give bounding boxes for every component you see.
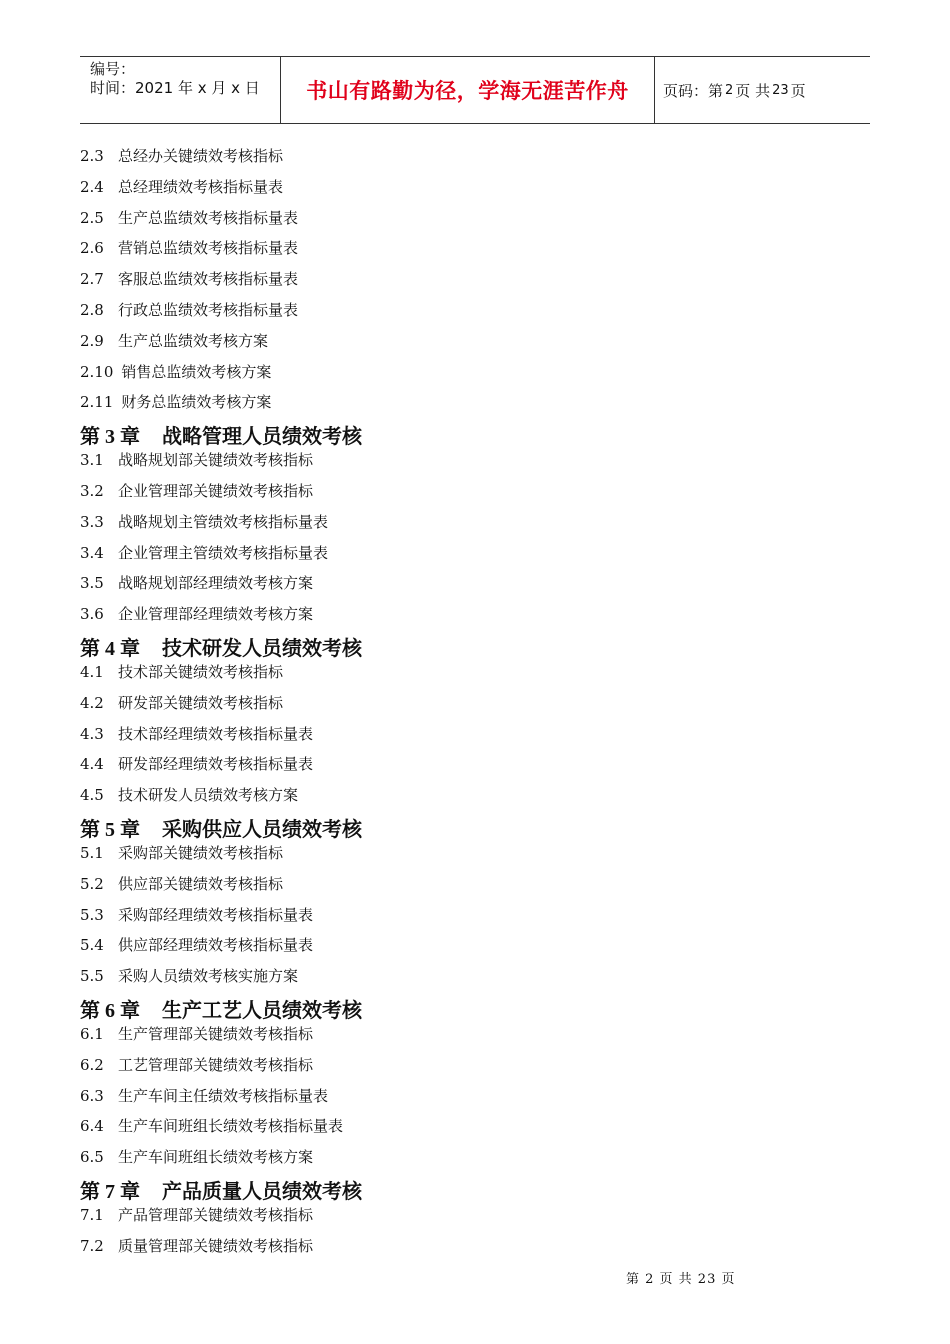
toc-entry-title: 企业管理主管绩效考核指标量表 [118,543,329,562]
toc-entry [80,445,780,476]
toc-entry-title: 生产管理部关键绩效考核指标 [118,1024,314,1043]
toc-entry [80,295,780,326]
toc-entry-number: 4.1 [80,662,104,681]
toc-entry-number: 3.1 [80,451,104,470]
toc-entry [80,869,780,900]
chapter-title: 战略管理人员绩效考核 [162,424,362,449]
toc-entry-number: 3.2 [80,481,104,500]
toc-entry-title: 企业管理部关键绩效考核指标 [118,481,314,500]
toc-entry-title: 生产总监绩效考核指标量表 [118,208,299,227]
toc-entry [80,172,780,203]
toc-entry-title: 质量管理部关键绩效考核指标 [118,1236,314,1255]
header-page-number [655,57,870,123]
toc-entry [80,1200,780,1231]
chapter-number: 第 4 章 [80,637,140,660]
document-date: 时间：2021 年 x 月 x 日 [90,79,260,97]
toc-entry-title: 采购部经理绩效考核指标量表 [118,905,314,924]
toc-entry-title: 研发部经理绩效考核指标量表 [118,755,314,774]
toc-entry-title: 供应部关键绩效考核指标 [118,874,284,893]
toc-entry-title: 技术部经理绩效考核指标量表 [118,724,314,743]
toc-entry-title: 总经理绩效考核指标量表 [118,177,284,196]
page-prefix: 页码：第 [663,81,724,100]
toc-entry-number: 2.9 [80,331,104,350]
chapter-title: 产品质量人员绩效考核 [162,1178,362,1203]
toc-entry-title: 生产车间主任绩效考核指标量表 [118,1086,329,1105]
page-suffix: 页 [790,81,806,100]
toc-entry-title: 产品管理部关键绩效考核指标 [118,1205,314,1224]
toc-entry-number: 3.6 [80,605,104,624]
toc-entry [80,203,780,234]
toc-entry-number: 3.4 [80,543,104,562]
toc-entry-number: 6.1 [80,1024,104,1043]
toc-entry-number: 2.3 [80,147,104,165]
toc-entry [80,838,780,869]
toc-entry-number: 2.4 [80,177,104,196]
toc-entry-number: 2.7 [80,270,104,289]
toc-entry [80,1142,780,1173]
toc-entry-number: 2.10 [80,362,114,381]
document-code-label: 编号： [90,60,136,78]
toc-entry [80,1111,780,1142]
toc-entry [80,749,780,780]
toc-entry [80,326,780,357]
chapter-number: 第 5 章 [80,818,140,841]
toc-entry [80,141,780,172]
toc-entry [80,264,780,295]
toc-entry [80,387,780,418]
toc-entry-number: 5.2 [80,874,104,893]
toc-entry-title: 生产总监绩效考核方案 [118,331,269,350]
page-header [80,56,870,124]
page-footer: 第 2 页 共 23 页 [626,1272,736,1287]
toc-entry-title: 销售总监绩效考核方案 [121,362,272,381]
chapter-title: 采购供应人员绩效考核 [162,816,362,841]
toc-entry-number: 6.5 [80,1148,104,1167]
toc-entry-title: 工艺管理部关键绩效考核指标 [118,1055,314,1074]
toc-entry-number: 6.3 [80,1086,104,1105]
toc-entry-number: 4.4 [80,755,104,774]
toc-entry [80,780,780,811]
toc-entry [80,688,780,719]
toc-entry [80,599,780,630]
toc-entry [80,1019,780,1050]
toc-entry-number: 6.2 [80,1055,104,1074]
toc-entry-number: 2.5 [80,208,104,227]
toc-entry [80,900,780,931]
toc-entry-title: 财务总监绩效考核方案 [121,393,272,412]
toc-entry-title: 战略规划部经理绩效考核方案 [118,574,314,593]
toc-entry-title: 供应部经理绩效考核指标量表 [118,936,314,955]
page-current: 2 [725,82,734,98]
toc-entry-title: 采购人员绩效考核实施方案 [118,967,299,986]
toc-entry-number: 3.3 [80,512,104,531]
toc-entry [80,930,780,961]
toc-entry-title: 生产车间班组长绩效考核方案 [118,1148,314,1167]
toc-entry-number: 7.2 [80,1236,104,1255]
chapter-title: 技术研发人员绩效考核 [162,635,362,660]
header-meta [80,57,281,123]
chapter-number: 第 3 章 [80,426,140,449]
toc-entry-title: 行政总监绩效考核指标量表 [118,300,299,319]
toc-entry [80,1050,780,1081]
toc-entry [80,357,780,388]
toc-entry [80,476,780,507]
toc-entry-title: 生产车间班组长绩效考核指标量表 [118,1117,344,1136]
toc-entry-title: 总经办关键绩效考核指标 [118,147,284,165]
toc-entry-number: 3.5 [80,574,104,593]
toc-entry-number: 6.4 [80,1117,104,1136]
toc-entry-title: 战略规划部关键绩效考核指标 [118,451,314,470]
toc-entry-title: 研发部关键绩效考核指标 [118,693,284,712]
toc-entry [80,961,780,992]
chapter-title: 生产工艺人员绩效考核 [162,997,362,1022]
toc-entry-number: 4.2 [80,693,104,712]
toc-entry-number: 7.1 [80,1205,104,1224]
toc-entry [80,1081,780,1112]
toc-entry-number: 2.8 [80,300,104,319]
toc-entry-title: 战略规划主管绩效考核指标量表 [118,512,329,531]
toc-entry-number: 5.5 [80,967,104,986]
toc-entry-title: 技术研发人员绩效考核方案 [118,786,299,805]
toc-entry-number: 5.3 [80,905,104,924]
toc-entry-title: 采购部关键绩效考核指标 [118,843,284,862]
toc-entry [80,719,780,750]
toc-entry [80,568,780,599]
toc-entry-number: 2.6 [80,239,104,258]
toc-entry-number: 4.5 [80,786,104,805]
toc-entry [80,507,780,538]
toc-entry-title: 企业管理部经理绩效考核方案 [118,605,314,624]
chapter-number: 第 6 章 [80,999,140,1022]
toc-entry-title: 营销总监绩效考核指标量表 [118,239,299,258]
toc-entry-number: 5.1 [80,843,104,862]
toc-entry-title: 技术部关键绩效考核指标 [118,662,284,681]
header-motto: 书山有路勤为径，学海无涯苦作舟 [281,57,655,123]
toc-entry-number: 5.4 [80,936,104,955]
toc-entry-title: 客服总监绩效考核指标量表 [118,270,299,289]
page-mid: 页 共 [735,81,771,100]
table-of-contents [80,141,780,1262]
toc-entry-number: 2.11 [80,393,114,412]
page-total: 23 [772,82,789,98]
toc-entry [80,1231,780,1262]
toc-entry-number: 4.3 [80,724,104,743]
toc-entry [80,657,780,688]
chapter-number: 第 7 章 [80,1180,140,1203]
toc-entry [80,233,780,264]
toc-entry [80,538,780,569]
